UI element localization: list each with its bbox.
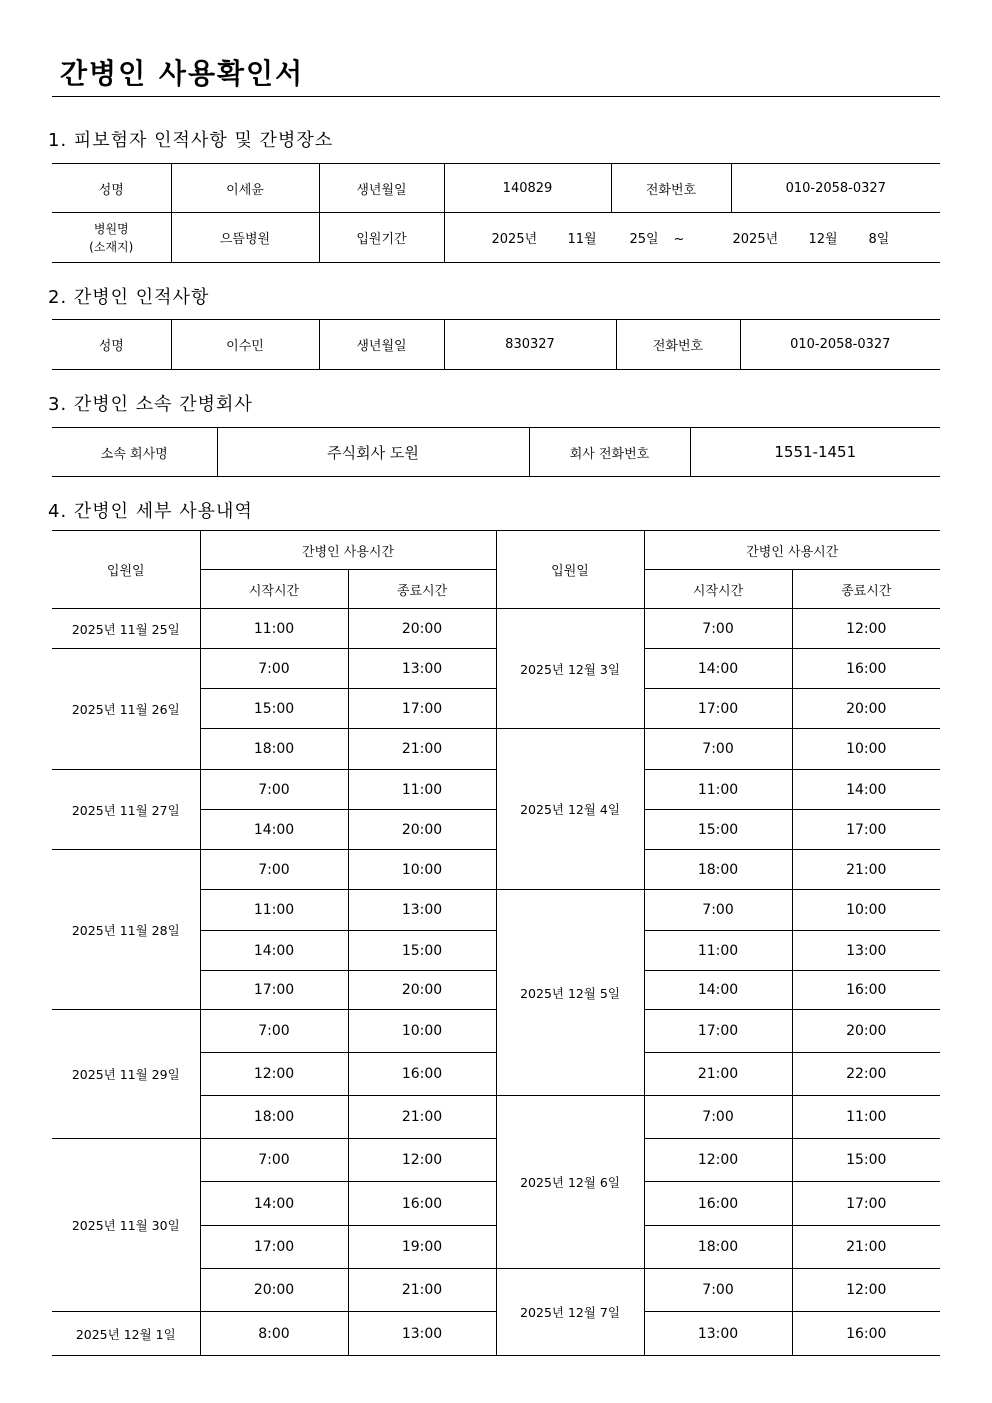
right-start: 7:00 (644, 1096, 792, 1139)
company-phone: 1551-1451 (690, 428, 940, 477)
right-start: 16:00 (644, 1182, 792, 1226)
left-date: 2025년 11월 25일 (52, 609, 200, 649)
right-end: 12:00 (792, 1269, 940, 1312)
company-info-table (52, 427, 940, 477)
period-tilde: ~ (673, 232, 685, 247)
company-name: 주식회사 도원 (217, 428, 529, 477)
right-end: 13:00 (792, 931, 940, 971)
left-date: 2025년 11월 26일 (52, 649, 200, 770)
left-end: 21:00 (348, 1269, 496, 1312)
right-start: 7:00 (644, 1269, 792, 1312)
right-start: 11:00 (644, 931, 792, 971)
left-start: 18:00 (200, 1096, 348, 1139)
left-end: 10:00 (348, 850, 496, 890)
right-end: 17:00 (792, 810, 940, 850)
caregiver-phone: 010-2058-0327 (740, 320, 940, 370)
right-end: 16:00 (792, 1312, 940, 1356)
right-end: 10:00 (792, 890, 940, 931)
left-start: 11:00 (200, 890, 348, 931)
col-header-usage-right: 간병인 사용시간 (644, 531, 940, 570)
right-start: 21:00 (644, 1053, 792, 1096)
insured-name: 이세윤 (171, 164, 319, 213)
right-end: 21:00 (792, 1226, 940, 1269)
period-from-month: 11월 (567, 232, 597, 247)
left-end: 19:00 (348, 1226, 496, 1269)
insured-birth: 140829 (444, 164, 611, 213)
section3-heading: 3. 간병인 소속 간병회사 (48, 394, 253, 415)
left-end: 20:00 (348, 971, 496, 1010)
left-start: 17:00 (200, 971, 348, 1010)
period-to-month: 12월 (808, 232, 838, 247)
left-end: 15:00 (348, 931, 496, 971)
left-end: 11:00 (348, 770, 496, 810)
right-end: 20:00 (792, 689, 940, 729)
right-date: 2025년 12월 6일 (496, 1096, 644, 1269)
left-start: 8:00 (200, 1312, 348, 1356)
col-header-date-left: 입원일 (52, 531, 200, 609)
left-start: 7:00 (200, 1010, 348, 1053)
right-date: 2025년 12월 3일 (496, 609, 644, 729)
right-end: 15:00 (792, 1139, 940, 1182)
right-date: 2025년 12월 4일 (496, 729, 644, 890)
right-start: 11:00 (644, 770, 792, 810)
insured-phone-label: 전화번호 (611, 164, 731, 213)
right-end: 11:00 (792, 1096, 940, 1139)
right-start: 15:00 (644, 810, 792, 850)
left-start: 7:00 (200, 649, 348, 689)
left-date: 2025년 12월 1일 (52, 1312, 200, 1356)
caregiver-name: 이수민 (171, 320, 319, 370)
col-header-end-left: 종료시간 (348, 570, 496, 609)
left-start: 14:00 (200, 931, 348, 971)
right-start: 17:00 (644, 1010, 792, 1053)
left-date: 2025년 11월 30일 (52, 1139, 200, 1312)
right-start: 14:00 (644, 971, 792, 1010)
hospital-name: 으뜸병원 (171, 213, 319, 263)
period-from-year: 2025년 (491, 232, 538, 247)
right-start: 12:00 (644, 1139, 792, 1182)
left-end: 16:00 (348, 1053, 496, 1096)
left-end: 20:00 (348, 810, 496, 850)
right-end: 10:00 (792, 729, 940, 770)
caregiver-phone-label: 전화번호 (616, 320, 740, 370)
company-label: 소속 회사명 (52, 428, 217, 477)
period-to-year: 2025년 (732, 232, 779, 247)
left-start: 12:00 (200, 1053, 348, 1096)
left-end: 13:00 (348, 649, 496, 689)
left-date: 2025년 11월 27일 (52, 770, 200, 850)
caregiver-birth-label: 생년월일 (319, 320, 444, 370)
col-header-usage-left: 간병인 사용시간 (200, 531, 496, 570)
insured-phone: 010-2058-0327 (731, 164, 940, 213)
col-header-end-right: 종료시간 (792, 570, 940, 609)
caregiver-info-table (52, 319, 940, 370)
left-start: 15:00 (200, 689, 348, 729)
right-start: 13:00 (644, 1312, 792, 1356)
admission-period-label: 입원기간 (319, 213, 444, 263)
period-from-day: 25일 (629, 232, 659, 247)
right-end: 17:00 (792, 1182, 940, 1226)
right-end: 14:00 (792, 770, 940, 810)
right-start: 18:00 (644, 850, 792, 890)
caregiver-name-label: 성명 (52, 320, 171, 370)
col-header-start-left: 시작시간 (200, 570, 348, 609)
left-end: 21:00 (348, 729, 496, 770)
period-to-day: 8일 (868, 232, 890, 247)
right-date: 2025년 12월 7일 (496, 1269, 644, 1356)
title-divider (52, 96, 940, 97)
left-end: 17:00 (348, 689, 496, 729)
usage-detail-table (52, 530, 940, 1356)
right-end: 22:00 (792, 1053, 940, 1096)
admission-period (444, 213, 940, 263)
right-start: 18:00 (644, 1226, 792, 1269)
right-start: 7:00 (644, 729, 792, 770)
left-start: 17:00 (200, 1226, 348, 1269)
left-start: 14:00 (200, 1182, 348, 1226)
left-start: 11:00 (200, 609, 348, 649)
left-end: 13:00 (348, 890, 496, 931)
left-start: 20:00 (200, 1269, 348, 1312)
right-start: 7:00 (644, 890, 792, 931)
left-end: 12:00 (348, 1139, 496, 1182)
section2-heading: 2. 간병인 인적사항 (48, 287, 210, 308)
right-start: 17:00 (644, 689, 792, 729)
col-header-start-right: 시작시간 (644, 570, 792, 609)
left-date: 2025년 11월 29일 (52, 1010, 200, 1139)
section4-heading: 4. 간병인 세부 사용내역 (48, 501, 253, 522)
col-header-date-right: 입원일 (496, 531, 644, 609)
left-end: 16:00 (348, 1182, 496, 1226)
section1-heading: 1. 피보험자 인적사항 및 간병장소 (48, 130, 334, 151)
insured-birth-label: 생년월일 (319, 164, 444, 213)
caregiver-birth: 830327 (444, 320, 616, 370)
right-date: 2025년 12월 5일 (496, 890, 644, 1096)
left-date: 2025년 11월 28일 (52, 850, 200, 1010)
left-end: 20:00 (348, 609, 496, 649)
insured-name-label: 성명 (52, 164, 171, 213)
document-title: 간병인 사용확인서 (60, 57, 305, 90)
hospital-label-sub: (소재지) (89, 239, 134, 254)
left-start: 14:00 (200, 810, 348, 850)
left-end: 10:00 (348, 1010, 496, 1053)
left-start: 7:00 (200, 770, 348, 810)
left-end: 13:00 (348, 1312, 496, 1356)
insured-info-table (52, 163, 940, 263)
right-end: 21:00 (792, 850, 940, 890)
hospital-label-cell (52, 213, 171, 263)
left-end: 21:00 (348, 1096, 496, 1139)
left-start: 18:00 (200, 729, 348, 770)
company-phone-label: 회사 전화번호 (529, 428, 690, 477)
right-start: 7:00 (644, 609, 792, 649)
right-end: 16:00 (792, 649, 940, 689)
right-end: 20:00 (792, 1010, 940, 1053)
left-start: 7:00 (200, 1139, 348, 1182)
left-start: 7:00 (200, 850, 348, 890)
right-end: 16:00 (792, 971, 940, 1010)
right-start: 14:00 (644, 649, 792, 689)
hospital-label: 병원명 (93, 221, 129, 236)
right-end: 12:00 (792, 609, 940, 649)
